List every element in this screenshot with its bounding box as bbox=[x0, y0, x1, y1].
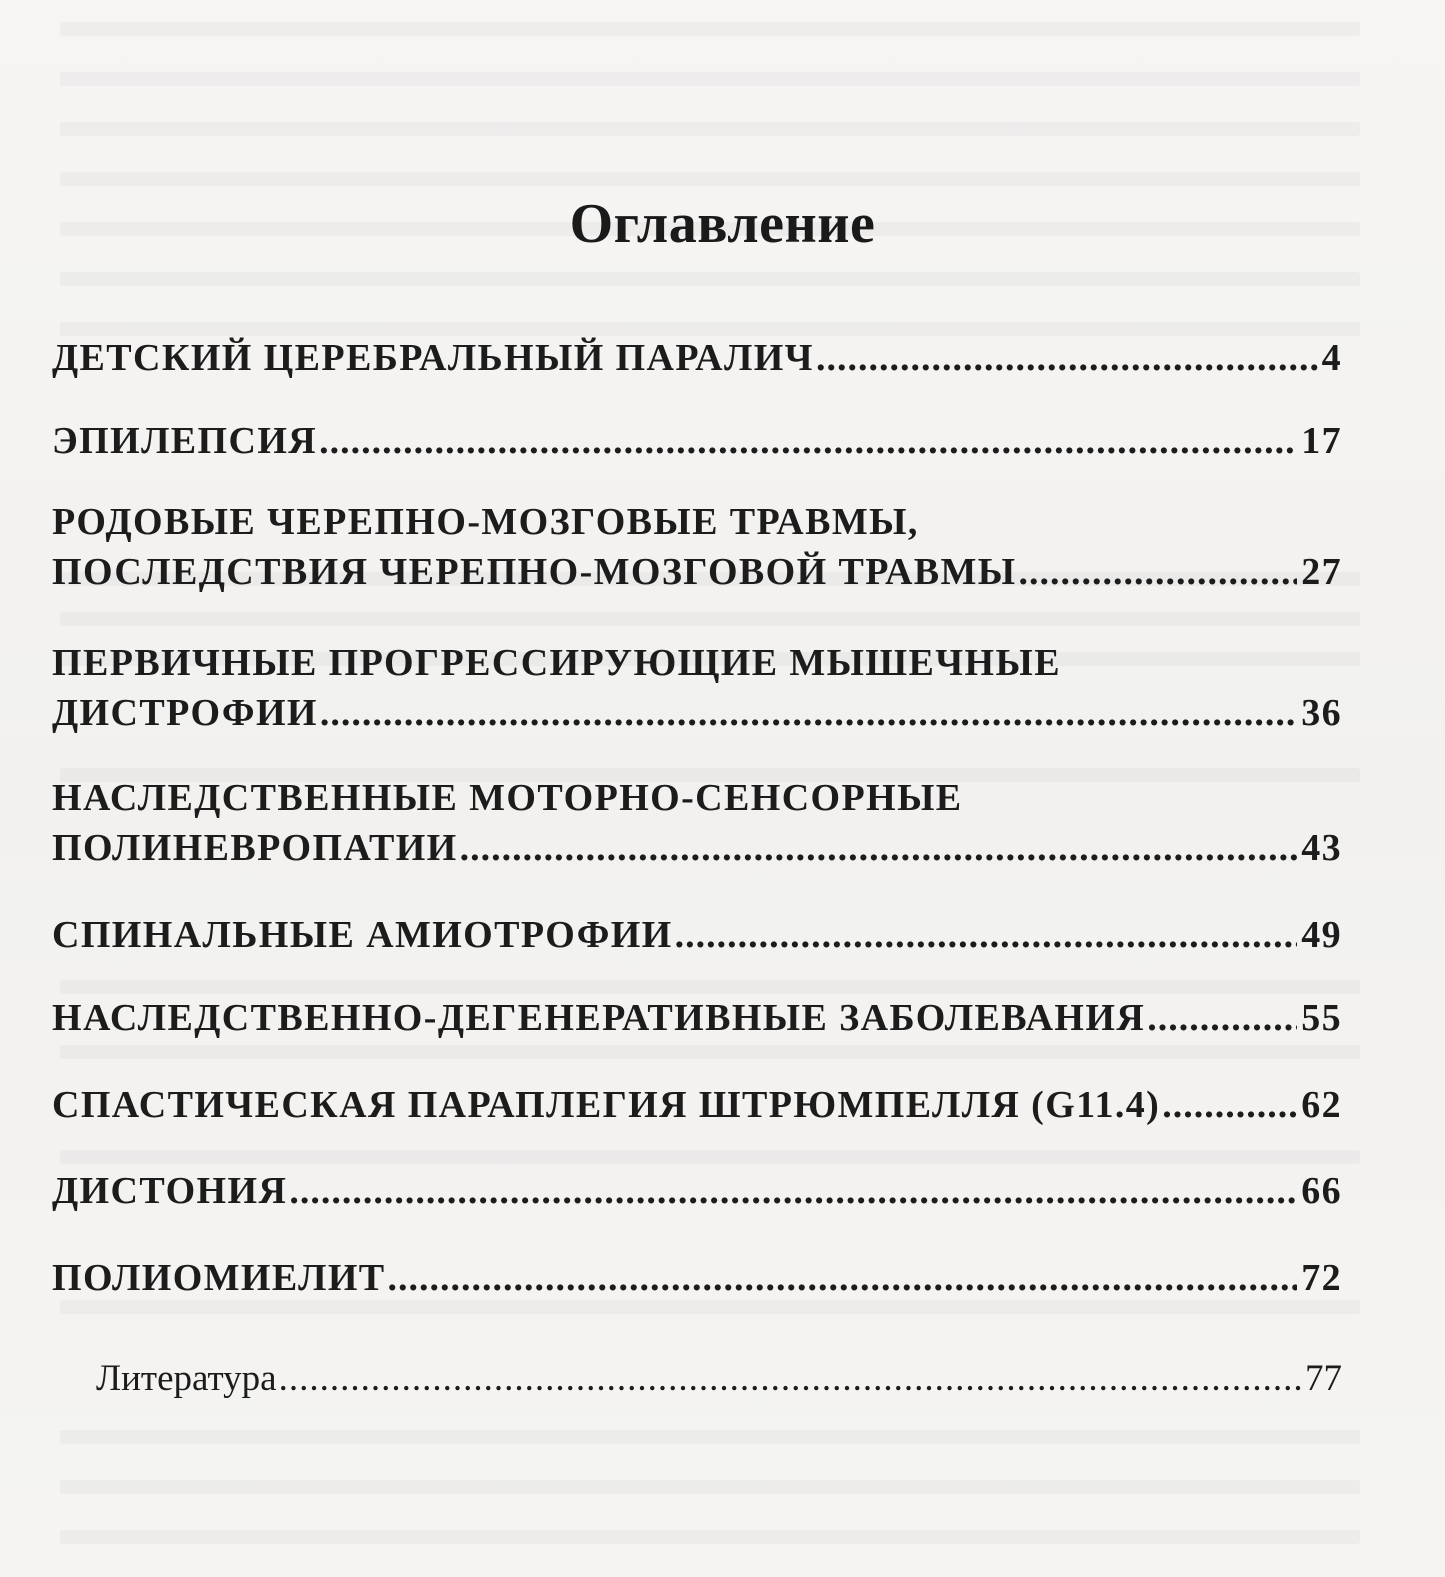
toc-page-number: 27 bbox=[1301, 551, 1342, 593]
toc-page-number: 72 bbox=[1301, 1257, 1342, 1299]
toc-page-number: 4 bbox=[1321, 337, 1342, 379]
toc-page-number: 36 bbox=[1301, 692, 1342, 734]
toc-entry-label: ДИСТРОФИИ bbox=[52, 692, 318, 734]
show-through-line bbox=[60, 122, 1360, 136]
toc-entry-label: ПОЛИНЕВРОПАТИИ bbox=[52, 827, 458, 869]
page-title: Оглавление bbox=[569, 193, 876, 255]
show-through-line bbox=[60, 1480, 1360, 1494]
dot-leader bbox=[816, 333, 1318, 383]
toc-page-number: 66 bbox=[1301, 1170, 1342, 1212]
toc-entry-cerebral-palsy[interactable] bbox=[52, 333, 1342, 383]
toc-entry-spastic-paraplegia[interactable] bbox=[52, 1080, 1342, 1130]
toc-page-number: 62 bbox=[1301, 1084, 1342, 1126]
show-through-line bbox=[60, 1150, 1360, 1164]
show-through-line bbox=[60, 980, 1360, 994]
dot-leader bbox=[289, 1166, 1297, 1216]
dot-leader bbox=[388, 1253, 1298, 1303]
toc-entry-label-line1: ПЕРВИЧНЫЕ ПРОГРЕССИРУЮЩИЕ МЫШЕЧНЫЕ bbox=[52, 642, 1061, 684]
toc-page-number: 43 bbox=[1301, 827, 1342, 869]
toc-entry-label: ДИСТОНИЯ bbox=[52, 1170, 288, 1212]
toc-entry-label: СПАСТИЧЕСКАЯ ПАРАПЛЕГИЯ ШТРЮМПЕЛЛЯ (G11.4) bbox=[52, 1084, 1161, 1126]
dot-leader bbox=[279, 1354, 1301, 1404]
toc-entry-polyneuropathies[interactable] bbox=[52, 773, 1342, 873]
dot-leader bbox=[460, 823, 1298, 873]
show-through-line bbox=[60, 1430, 1360, 1444]
dot-leader bbox=[1147, 993, 1297, 1043]
toc-page-number: 49 bbox=[1301, 914, 1342, 956]
dot-leader bbox=[320, 688, 1297, 738]
toc-entry-label-line1: РОДОВЫЕ ЧЕРЕПНО-МОЗГОВЫЕ ТРАВМЫ, bbox=[52, 501, 919, 543]
toc-entry-poliomyelitis[interactable] bbox=[52, 1253, 1342, 1303]
toc-entry-label: ПОЛИОМИЕЛИТ bbox=[52, 1257, 386, 1299]
dot-leader bbox=[1019, 547, 1298, 597]
toc-entry-label: ДЕТСКИЙ ЦЕРЕБРАЛЬНЫЙ ПАРАЛИЧ bbox=[52, 337, 814, 379]
toc-page-number: 17 bbox=[1301, 420, 1342, 462]
toc-entry-label: ЭПИЛЕПСИЯ bbox=[52, 420, 318, 462]
toc-entry-label: ПОСЛЕДСТВИЯ ЧЕРЕПНО-МОЗГОВОЙ ТРАВМЫ bbox=[52, 551, 1017, 593]
toc-entry-spinal-amyotrophies[interactable] bbox=[52, 910, 1342, 960]
toc-entry-label: Литература bbox=[96, 1358, 277, 1399]
toc-entry-birth-head-injuries[interactable] bbox=[52, 497, 1342, 597]
dot-leader bbox=[675, 910, 1298, 960]
dot-leader bbox=[1162, 1080, 1297, 1130]
dot-leader bbox=[319, 416, 1297, 466]
toc-entry-muscular-dystrophies[interactable] bbox=[52, 638, 1342, 738]
toc-entry-label-line1: НАСЛЕДСТВЕННЫЕ МОТОРНО-СЕНСОРНЫЕ bbox=[52, 777, 963, 819]
show-through-line bbox=[60, 72, 1360, 86]
show-through-line bbox=[60, 22, 1360, 36]
toc-entry-dystonia[interactable] bbox=[52, 1166, 1342, 1216]
toc-entry-label: СПИНАЛЬНЫЕ АМИОТРОФИИ bbox=[52, 914, 673, 956]
show-through-line bbox=[60, 612, 1360, 626]
show-through-line bbox=[60, 1045, 1360, 1059]
show-through-line bbox=[60, 172, 1360, 186]
toc-page-number: 55 bbox=[1301, 997, 1342, 1039]
show-through-line bbox=[60, 272, 1360, 286]
toc-entry-literature[interactable] bbox=[96, 1354, 1342, 1404]
toc-entry-label: НАСЛЕДСТВЕННО-ДЕГЕНЕРАТИВНЫЕ ЗАБОЛЕВАНИЯ bbox=[52, 997, 1146, 1039]
show-through-line bbox=[60, 1530, 1360, 1544]
toc-page-number: 77 bbox=[1305, 1358, 1342, 1399]
toc-entry-epilepsy[interactable] bbox=[52, 416, 1342, 466]
toc-entry-hereditary-degenerative[interactable] bbox=[52, 993, 1342, 1043]
